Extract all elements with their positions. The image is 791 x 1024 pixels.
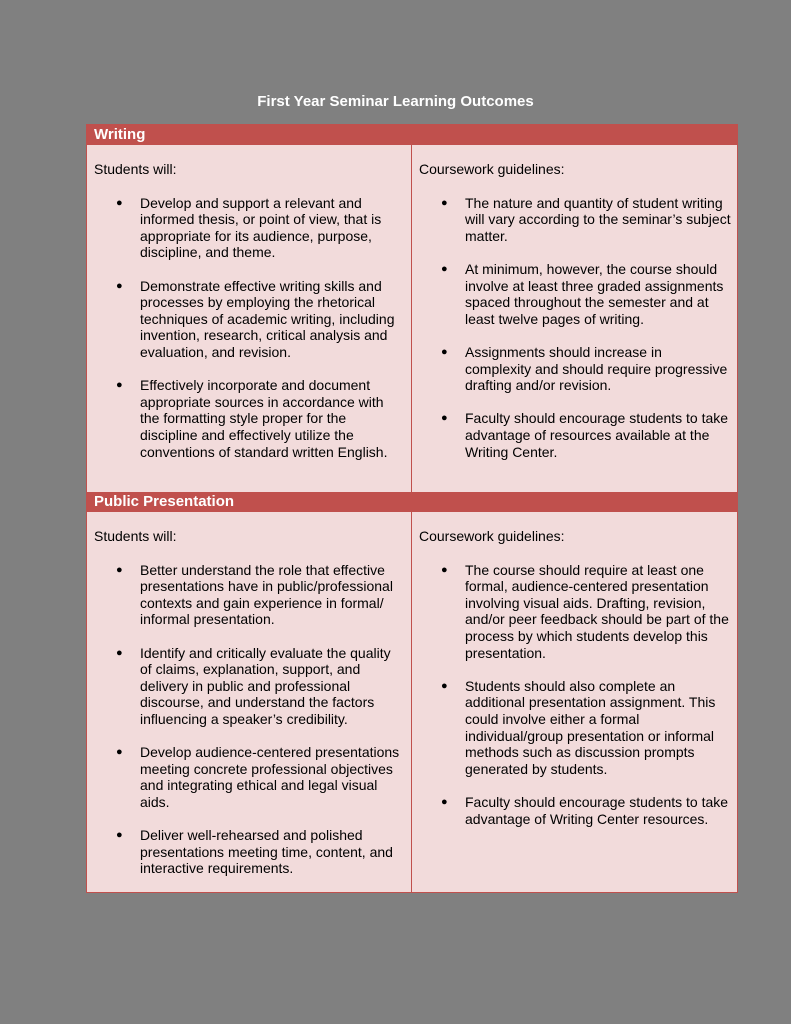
list-item xyxy=(94,562,405,628)
students-will-cell xyxy=(87,145,412,492)
bullet-icon: ● xyxy=(441,795,448,808)
list-item xyxy=(419,261,731,327)
list-item xyxy=(419,195,731,245)
list-item xyxy=(419,794,731,827)
list-item xyxy=(94,195,405,261)
list-item-text: Deliver well-rehearsed and polished presentations meeting time, content, and interactive requirements. xyxy=(140,827,393,877)
list-item xyxy=(419,678,731,778)
page-title: First Year Seminar Learning Outcomes xyxy=(257,93,534,110)
list-item-text: Effectively incorporate and document appropriate sources in accordance with the formatting style proper for the discipline and effectively utilize the conventions of standard written English. xyxy=(140,377,388,460)
list-item-text: Demonstrate effective writing skills and processes by employing the rhetorical techniques of academic writing, including invention, research, critical analysis and evaluation, and revision. xyxy=(140,277,395,360)
bullet-icon: ● xyxy=(441,412,448,425)
list-item-text: Develop and support a relevant and informed thesis, or point of view, that is appropriate for its audience, purpose, discipline, and theme. xyxy=(140,194,382,261)
list-item xyxy=(94,744,405,810)
bullet-icon: ● xyxy=(441,563,448,576)
bullet-icon: ● xyxy=(441,679,448,692)
cell-heading: Students will: xyxy=(94,161,177,177)
list-item-text: Faculty should encourage students to take advantage of resources available at the Writing Center. xyxy=(465,410,729,460)
outcome-list xyxy=(94,562,405,877)
list-item-text: Students should also complete an additional presentation assignment. This could involve either a formal individual/group presentation or informal methods such as discussion prompts generated by students. xyxy=(465,677,716,777)
list-item xyxy=(94,278,405,361)
list-item-text: Assignments should increase in complexity and should require progressive drafting and/or revision. xyxy=(465,343,728,394)
list-item xyxy=(419,344,731,394)
bullet-icon: ● xyxy=(116,746,123,759)
list-item-text: Develop audience-centered presentations meeting concrete professional objectives and integrating ethical and legal visual aids. xyxy=(140,744,400,810)
section-row-writing xyxy=(87,145,737,492)
list-item-text: The course should require at least one formal, audience-centered presentation involving visual aids. Drafting, revision, and/or peer feedback should be part of the process by which students develop this presentation. xyxy=(465,561,729,661)
coursework-guidelines-cell xyxy=(412,512,737,892)
guideline-list xyxy=(419,195,731,461)
bullet-icon: ● xyxy=(441,196,448,209)
list-item-text: Better understand the role that effective presentations have in public/professional contexts and gain experience in formal/ informal presentation. xyxy=(140,561,393,628)
bullet-icon: ● xyxy=(441,345,448,358)
bullet-icon: ● xyxy=(441,262,448,275)
students-will-cell xyxy=(87,512,412,892)
list-item-text: At minimum, however, the course should involve at least three graded assignments spaced throughout the semester and at least twelve pages of writing. xyxy=(465,260,724,327)
coursework-guidelines-cell xyxy=(412,145,737,492)
list-item-text: Faculty should encourage students to take advantage of Writing Center resources. xyxy=(465,793,729,827)
cell-heading: Coursework guidelines: xyxy=(419,161,565,177)
cell-heading: Coursework guidelines: xyxy=(419,528,565,544)
list-item xyxy=(419,410,731,460)
section-row-public-presentation xyxy=(87,512,737,892)
list-item xyxy=(419,562,731,662)
bullet-icon: ● xyxy=(116,196,123,209)
list-item-text: Identify and critically evaluate the quality of claims, explanation, support, and delivery in public and professional discourse, and understand the factors influencing a speaker’s credibility. xyxy=(140,644,391,727)
guideline-list xyxy=(419,562,731,828)
bullet-icon: ● xyxy=(116,829,123,842)
bullet-icon: ● xyxy=(116,563,123,576)
list-item xyxy=(94,645,405,728)
bullet-icon: ● xyxy=(116,646,123,659)
bullet-icon: ● xyxy=(116,279,123,292)
section-header-public-presentation: Public Presentation xyxy=(87,492,737,512)
outcomes-table xyxy=(86,124,738,893)
cell-heading: Students will: xyxy=(94,528,177,544)
outcome-list xyxy=(94,195,405,461)
bullet-icon: ● xyxy=(116,379,123,392)
list-item-text: The nature and quantity of student writing will vary according to the seminar’s subject matter. xyxy=(465,194,731,244)
list-item xyxy=(94,377,405,460)
section-header-writing: Writing xyxy=(87,125,737,145)
list-item xyxy=(94,827,405,877)
